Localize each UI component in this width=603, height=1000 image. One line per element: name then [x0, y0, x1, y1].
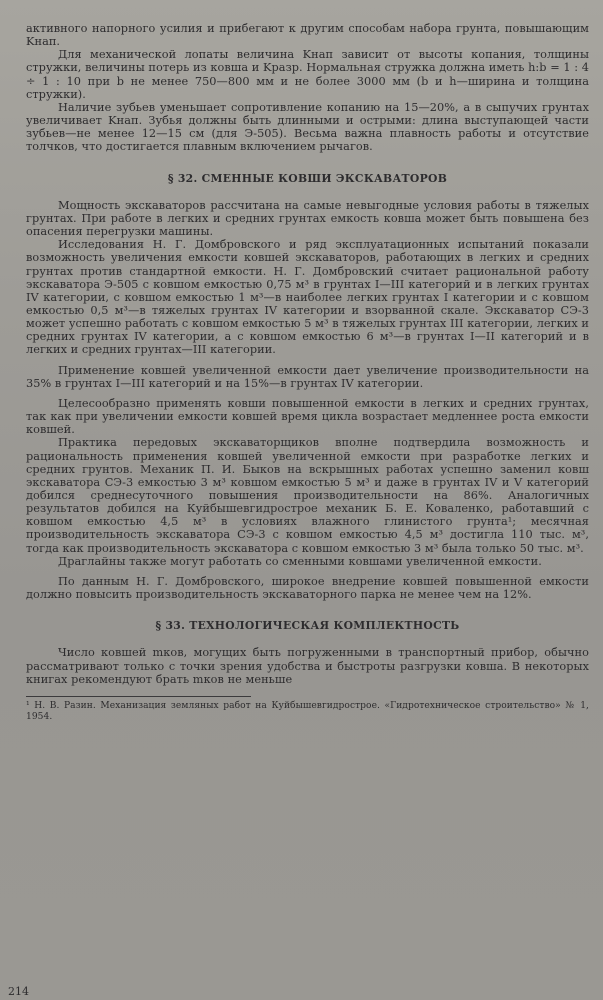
section-32-paragraph-5: Практика передовых экскаваторщиков вполне подтвердила возможность и рациональность применения ковшей увеличенной емкости при разработке легких и средних грунтов. Механик П. И. Быков на вскрышных работах успешно заменил ковш экскаватора СЭ-3 емкостью 3 м³ ковшом емкостью 5 м³ и даже в грунтах IV и V категорий добился среднесуточного повышения производительности на 86%. Аналогичных результатов добился на Куйбышевгидрострое механик Б. Е. Коваленко, работавший с ковшом емкостью 4,5 м³ в условиях влажного глинистого грунта¹; месячная производительность экскаватора СЭ-3 с ковшом емкостью 4,5 м³ достигла 110 тыс. м³, тогда как производительность экскаватора с ковшом емкостью 3 м³ была только 50 тыс. м³. — [26, 436, 589, 555]
section-32-paragraph-2: Исследования Н. Г. Домбровского и ряд эксплуатационных испытаний показали возможность увеличения емкости ковшей экскаваторов, работающих в легких и средних грунтах против стандартной емкости. Н. Г. Домбровский считает рациональной работу экскаватора Э-505 с ковшом емкостью 0,75 м³ в грунтах I—III категорий и в легких грунтах IV категории, с ковшом емкостью 1 м³—в наиболее легких грунтах I категории и с ковшом емкостью 0,5 м³—в тяжелых грунтах IV категории и взорванной скале. Экскаватор СЭ-3 может успешно работать с ковшом емкостью 5 м³ в тяжелых грунтах III категории, легких и средних грунтах IV категории, а с ковшом емкостью 6 м³—в грунтах I—II категорий и в легких и средних грунтах—III категории. — [26, 238, 589, 357]
paragraph-top-1: активного напорного усилия и прибегают к другим способам набора грунта, повышающим Kнап. — [26, 22, 589, 49]
footnote: ¹ Н. В. Разин. Механизация земляных работ на Куйбышевгидрострое. «Гидротехническое строительство» № 1, 1954. — [26, 700, 589, 722]
section-32-paragraph-3: Применение ковшей увеличенной емкости дает увеличение производительности на 35% в грунтах I—III категорий и на 15%—в грунтах IV категории. — [26, 363, 589, 390]
section-32-title: § 32. СМЕННЫЕ КОВШИ ЭКСКАВАТОРОВ — [167, 171, 448, 185]
page-number: 214 — [8, 985, 29, 998]
section-32-paragraph-7: По данным Н. Г. Домбровского, широкое внедрение ковшей повышенной емкости должно повысить производительность экскаваторного парка не менее чем на 12%. — [26, 574, 589, 602]
paragraph-top-3: Наличие зубьев уменьшает сопротивление копанию на 15—20%, а в сыпучих грунтах увеличивает Kнап. Зубья должны быть длинными и острыми: длина выступающей части зубьев—не менее 12—15 см (для Э-505). Весьма важна плавность работы и отсутствие толчков, что достигается плавным включением рычагов. — [26, 100, 589, 154]
paragraph-top-2: Для механической лопаты величина Kнап зависит от высоты копания, толщины стружки, величины потерь из ковша и Kразр. Нормальная стружка должна иметь h:b = 1 : 4 ÷ 1 : 10 при b не менее 750—800 мм и не более 3000 мм (b и h—ширина и толщина стружки). — [26, 48, 589, 101]
section-32-paragraph-1: Мощность экскаваторов рассчитана на самые невыгодные условия работы в тяжелых грунтах. При работе в легких и средних грунтах емкость ковша может быть повышена без опасения перегрузки машины. — [26, 198, 589, 239]
footnote-divider — [26, 696, 251, 697]
page-content — [26, 22, 589, 723]
section-32-paragraph-6: Драглайны также могут работать со сменными ковшами увеличенной емкости. — [58, 554, 542, 568]
section-33-title: § 33. ТЕХНОЛОГИЧЕСКАЯ КОМПЛЕКТНОСТЬ — [155, 619, 460, 633]
section-33-paragraph-1: Число ковшей mков, могущих быть погруженными в транспортный прибор, обычно рассматривают только с точки зрения удобства и быстроты разгрузки ковша. В некоторых книгах рекомендуют брать mков не меньше — [26, 646, 589, 686]
section-32-paragraph-4: Целесообразно применять ковши повышенной емкости в легких и средних грунтах, так как при увеличении емкости ковшей время цикла возрастает медленнее роста емкости ковшей. — [26, 396, 589, 437]
